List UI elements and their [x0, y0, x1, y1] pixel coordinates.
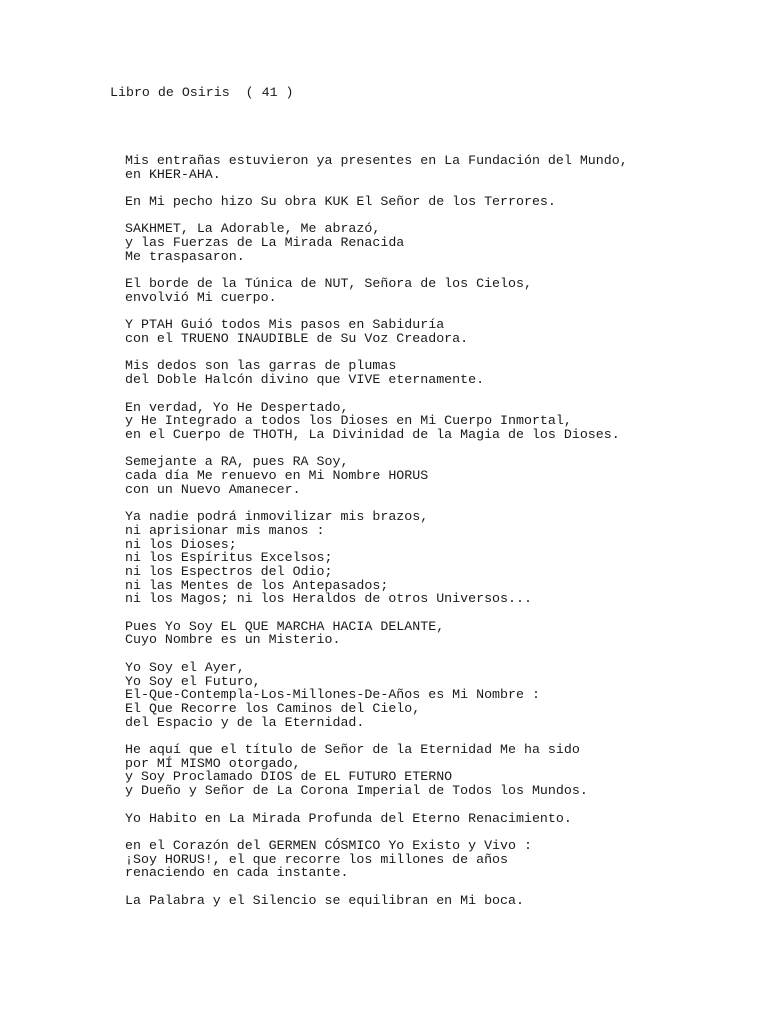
poem-line: En Mi pecho hizo Su obra KUK El Señor de los Terrores. [125, 194, 556, 210]
poem-line: y He Integrado a todos los Dioses en Mi Cuerpo Inmortal, [125, 413, 572, 429]
poem-line: y Dueño y Señor de La Corona Imperial de Todos los Mundos. [125, 783, 588, 799]
stanza [125, 839, 755, 880]
poem-line: ni los Espíritus Excelsos; [125, 550, 333, 566]
poem-line: con el TRUENO INAUDIBLE de Su Voz Creadora. [125, 331, 469, 347]
stanza [125, 620, 755, 647]
poem-line: Me traspasaron. [125, 248, 245, 264]
stanza [125, 277, 755, 304]
poem-line: Yo Soy el Ayer, [125, 659, 245, 675]
stanza [125, 743, 755, 798]
stanza [125, 401, 755, 442]
poem-line: Mis dedos son las garras de plumas [125, 358, 397, 374]
poem-line: Ya nadie podrá inmovilizar mis brazos, [125, 509, 429, 525]
poem-line: y las Fuerzas de La Mirada Renacida [125, 235, 405, 251]
stanza [125, 894, 755, 908]
poem-line: Pues Yo Soy EL QUE MARCHA HACIA DELANTE, [125, 618, 445, 634]
poem-line: ni las Mentes de los Antepasados; [125, 577, 389, 593]
poem-line: Yo Soy el Futuro, [125, 673, 261, 689]
stanza [125, 455, 755, 496]
poem-line: ni aprisionar mis manos : [125, 522, 325, 538]
poem-line: cada día Me renuevo en Mi Nombre HORUS [125, 468, 429, 484]
poem-line: El Que Recorre los Caminos del Cielo, [125, 700, 421, 716]
stanza [125, 812, 755, 826]
stanza [125, 510, 755, 606]
poem-line: ni los Dioses; [125, 536, 237, 552]
stanza [125, 195, 755, 209]
poem-line: ni los Espectros del Odio; [125, 563, 333, 579]
poem-line: ¡Soy HORUS!, el que recorre los millones de años [125, 851, 509, 867]
poem-line: del Espacio y de la Eternidad. [125, 714, 365, 730]
poem-line: con un Nuevo Amanecer. [125, 481, 301, 497]
poem-line: Y PTAH Guió todos Mis pasos en Sabiduría [125, 317, 445, 333]
poem-line: SAKHMET, La Adorable, Me abrazó, [125, 221, 381, 237]
poem-line: La Palabra y el Silencio se equilibran en Mi boca. [125, 892, 524, 908]
poem-line: ni los Magos; ni los Heraldos de otros Universos... [125, 591, 532, 607]
poem-line: por MÍ MISMO otorgado, [125, 755, 301, 771]
poem-line: en KHER-AHA. [125, 166, 221, 182]
poem-line: renaciendo en cada instante. [125, 865, 349, 881]
stanza [125, 154, 755, 181]
poem-line: En verdad, Yo He Despertado, [125, 399, 349, 415]
poem-line: El borde de la Túnica de NUT, Señora de los Cielos, [125, 276, 532, 292]
stanza [125, 359, 755, 386]
poem-line: y Soy Proclamado DIOS de EL FUTURO ETERNO [125, 769, 453, 785]
poem-line: El-Que-Contempla-Los-Millones-De-Años es Mi Nombre : [125, 687, 540, 703]
poem-line: del Doble Halcón divino que VIVE eternamente. [125, 372, 485, 388]
poem-line: Semejante a RA, pues RA Soy, [125, 454, 349, 470]
page-header: Libro de Osiris ( 41 ) [110, 85, 294, 100]
poem-body [125, 154, 755, 921]
poem-line: en el Corazón del GERMEN CÓSMICO Yo Existo y Vivo : [125, 837, 532, 853]
poem-line: Cuyo Nombre es un Misterio. [125, 632, 341, 648]
poem-line: Mis entrañas estuvieron ya presentes en La Fundación del Mundo, [125, 153, 628, 168]
poem-line: envolvió Mi cuerpo. [125, 289, 277, 305]
poem-line: He aquí que el título de Señor de la Eternidad Me ha sido [125, 742, 580, 758]
poem-line: Yo Habito en La Mirada Profunda del Eterno Renacimiento. [125, 810, 572, 826]
stanza [125, 661, 755, 730]
poem-line: en el Cuerpo de THOTH, La Divinidad de la Magia de los Dioses. [125, 426, 620, 442]
stanza [125, 222, 755, 263]
stanza [125, 318, 755, 345]
